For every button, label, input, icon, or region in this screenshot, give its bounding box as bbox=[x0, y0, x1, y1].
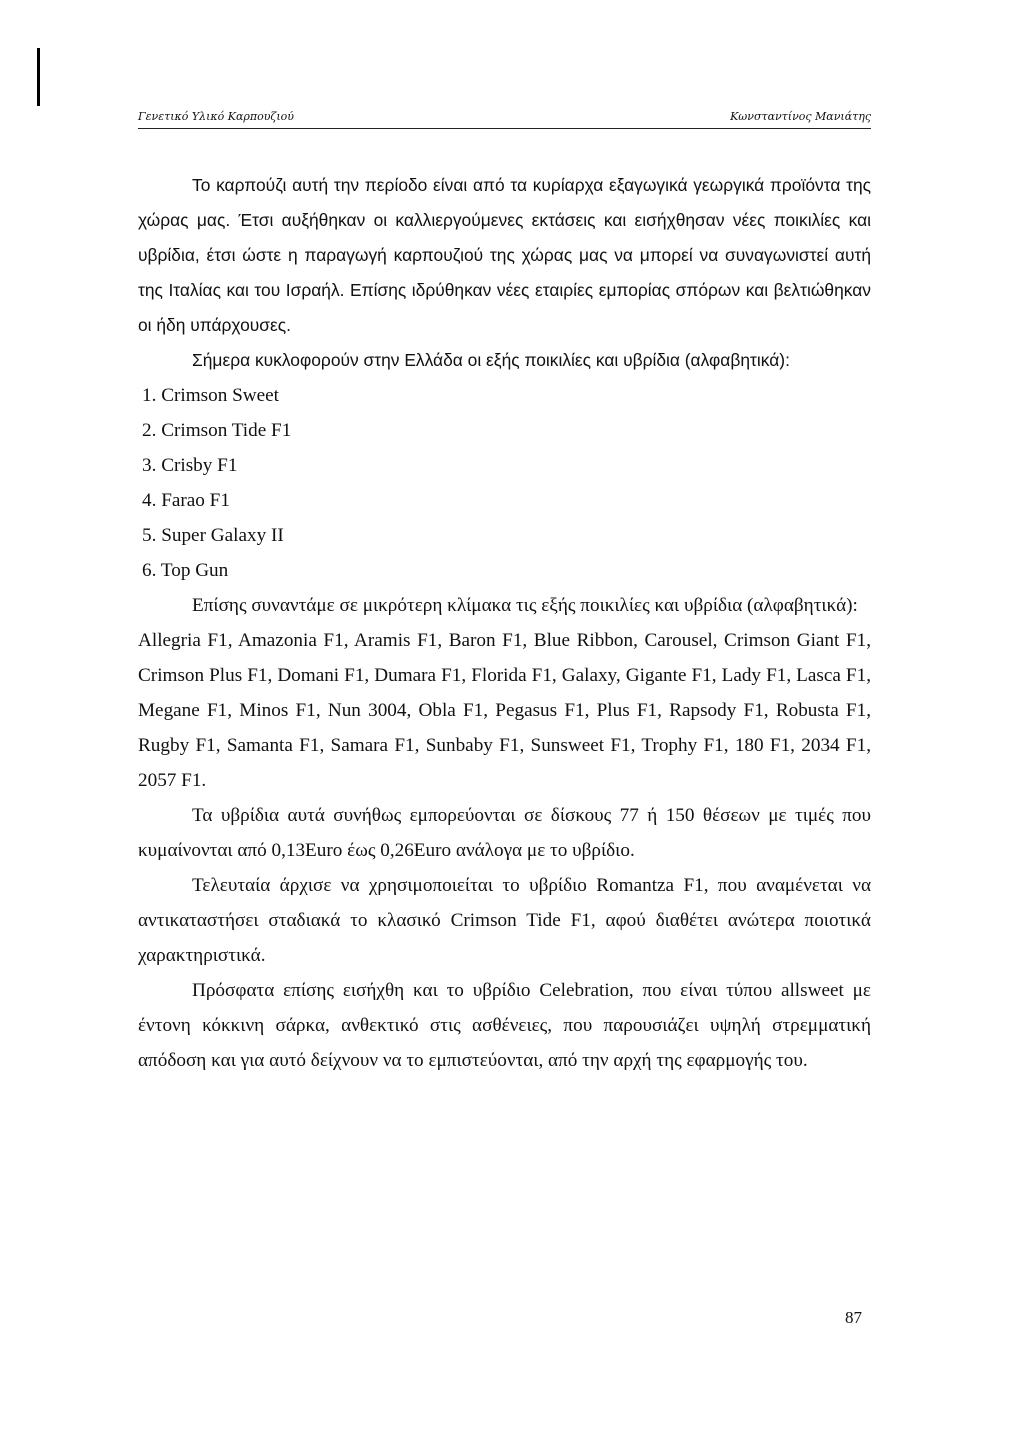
list-item: 5. Super Galaxy II bbox=[142, 525, 284, 546]
paragraph-varieties-intro: Σήμερα κυκλοφορούν στην Ελλάδα οι εξής ποικιλίες και υβρίδια (αλφαβητικά): bbox=[192, 350, 790, 370]
list-item: 3. Crisby F1 bbox=[142, 455, 238, 476]
scan-edge-mark bbox=[37, 48, 40, 106]
varieties-list bbox=[138, 378, 871, 588]
list-item: 1. Crimson Sweet bbox=[142, 385, 279, 406]
page-body bbox=[138, 168, 871, 1078]
page-number: 87 bbox=[845, 1308, 862, 1327]
header-author: Κωνσταντίνος Μανιάτης bbox=[730, 110, 871, 123]
list-item: 6. Top Gun bbox=[142, 560, 229, 581]
running-header bbox=[138, 108, 871, 129]
paragraph-romantza: Τελευταία άρχισε να χρησιμοποιείται το υβρίδιο Romantza F1, που αναμένεται να αντικαταστήσει σταδιακά το κλασικό Crimson Tide F1, αφού διαθέτει ανώτερα ποιοτικά χαρακτηριστικά. bbox=[138, 875, 871, 966]
paragraph-celebration: Πρόσφατα επίσης εισήχθη και το υβρίδιο Celebration, που είναι τύπου allsweet με έντονη κόκκινη σάρκα, ανθεκτικό στις ασθένειες, που παρουσιάζει υψηλή στρεμματική απόδοση και για αυτό δείχνουν να το εμπιστεύονται, από την αρχή της εφαρμογής του. bbox=[138, 980, 871, 1071]
header-title: Γενετικό Υλικό Καρπουζιού bbox=[138, 110, 294, 123]
paragraph-minor-varieties-intro: Επίσης συναντάμε σε μικρότερη κλίμακα τις εξής ποικιλίες και υβρίδια (αλφαβητικά): bbox=[192, 595, 858, 616]
paragraph-pricing: Τα υβρίδια αυτά συνήθως εμπορεύονται σε δίσκους 77 ή 150 θέσεων με τιμές που κυμαίνονται από 0,13Euro έως 0,26Euro ανάλογα με το υβρίδιο. bbox=[138, 805, 871, 861]
list-item: 2. Crimson Tide F1 bbox=[142, 420, 292, 441]
list-item: 4. Farao F1 bbox=[142, 490, 230, 511]
paragraph-intro: Το καρπούζι αυτή την περίοδο είναι από τα κυρίαρχα εξαγωγικά γεωργικά προϊόντα της χώρας μας. Έτσι αυξήθηκαν οι καλλιεργούμενες εκτάσεις και εισήχθησαν νέες ποικιλίες και υβρίδια, έτσι ώστε η παραγωγή καρπουζιού της χώρας μας να μπορεί να συναγωνιστεί αυτή της Ιταλίας και του Ισραήλ. Επίσης ιδρύθηκαν νέες εταιρίες εμπορίας σπόρων και βελτιώθηκαν οι ήδη υπάρχουσες. bbox=[138, 175, 871, 335]
paragraph-minor-varieties-list: Allegria F1, Amazonia F1, Aramis F1, Baron F1, Blue Ribbon, Carousel, Crimson Giant F1, Crimson Plus F1, Domani F1, Dumara F1, Florida F1, Galaxy, Gigante F1, Lady F1, Lasca F1, Megane F1, Minos F1, Nun 3004, Obla F1, Pegasus F1, Plus F1, Rapsody F1, Robusta F1, Rugby F1, Samanta F1, Samara F1, Sunbaby F1, Sunsweet F1, Trophy F1, 180 F1, 2034 F1, 2057 F1. bbox=[138, 630, 871, 791]
